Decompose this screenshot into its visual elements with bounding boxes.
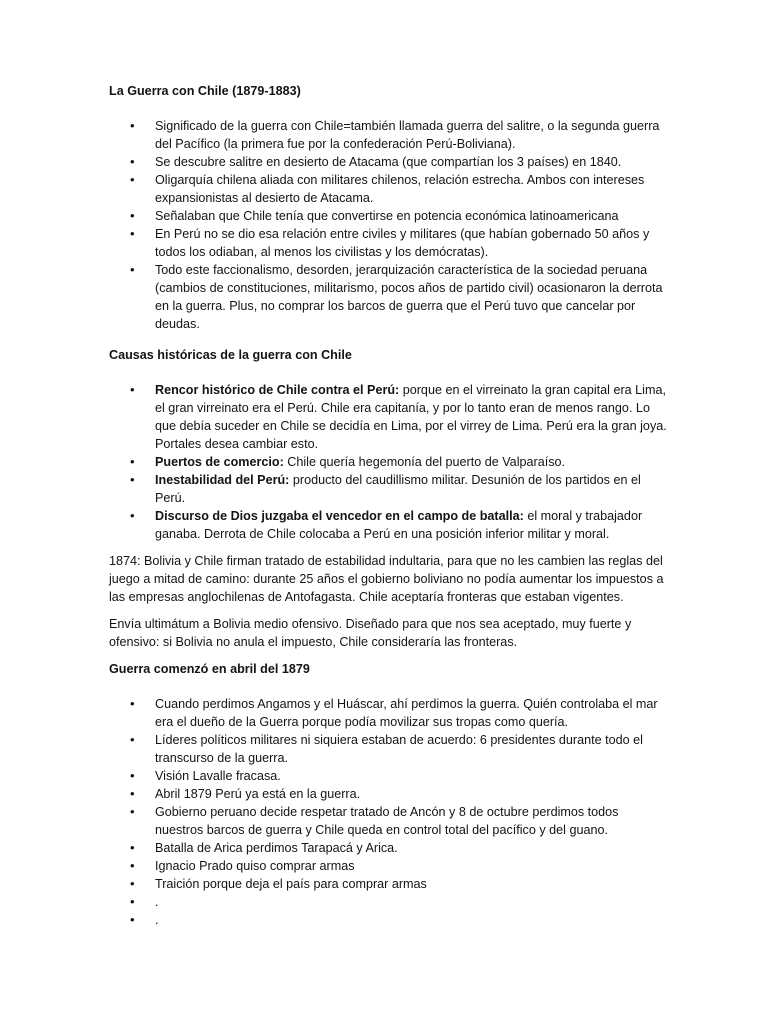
list-item: • Batalla de Arica perdimos Tarapacá y Arica. [109, 839, 668, 857]
section-heading-comienzo: Guerra comenzó en abril del 1879 [109, 662, 310, 676]
list-item [109, 453, 668, 471]
section-heading-causas: Causas históricas de la guerra con Chile [109, 348, 352, 362]
list-item [109, 471, 668, 507]
list-item [109, 381, 668, 453]
cause-text: porque en el virreinato la gran capital era Lima, el gran virreinato era el Perú. Chile era capitanía, y por lo tanto eran de menos rango. Lo que debía suceder en Chile se decidía en Lima, por el virrey de Lima. Perú era la gran joya. Portales desea cambiar esto. [155, 383, 667, 451]
cause-lead: Puertos de comercio: [155, 455, 284, 469]
bullet-list-guerra [109, 117, 668, 333]
list-item: • Todo este faccionalismo, desorden, jerarquización característica de la sociedad peruana (cambios de constituciones, militarismo, pocos años de partido civil) ocasionaron la derrota en la guerra. Plus, no comprar los barcos de guerra que el Perú tuvo que cancelar por deudas. [109, 261, 668, 333]
list-item: • Líderes políticos militares ni siquiera estaban de acuerdo: 6 presidentes durante todo el transcurso de la guerra. [109, 731, 668, 767]
list-item: • Gobierno peruano decide respetar tratado de Ancón y 8 de octubre perdimos todos nuestros barcos de guerra y Chile queda en control total del pacífico y del guano. [109, 803, 668, 839]
paragraph-1874: 1874: Bolivia y Chile firman tratado de estabilidad indultaria, para que no les cambien las reglas del juego a mitad de camino: durante 25 años el gobierno boliviano no podía aumentar los impuestos a las empresas anglochilenas de Antofagasta. Chile aceptaría fronteras que estaban vigentes. [109, 554, 664, 604]
bullet-list-causas [109, 381, 668, 543]
list-item: • Cuando perdimos Angamos y el Huáscar, ahí perdimos la guerra. Quién controlaba el mar era el dueño de la Guerra porque podía movilizar sus tropas como quería. [109, 695, 668, 731]
list-item: • Abril 1879 Perú ya está en la guerra. [109, 785, 668, 803]
cause-text: producto del caudillismo militar. Desunión de los partidos en el Perú. [155, 473, 641, 505]
list-item: • Traición porque deja el país para comprar armas [109, 875, 668, 893]
cause-lead: Inestabilidad del Perú: [155, 473, 290, 487]
paragraph-ultimatum: Envía ultimátum a Bolivia medio ofensivo. Diseñado para que nos sea aceptado, muy fuerte y ofensivo: si Bolivia no anula el impuesto, Chile consideraría las fronteras. [109, 617, 632, 649]
list-item: • Visión Lavalle fracasa. [109, 767, 668, 785]
list-item: • Señalaban que Chile tenía que convertirse en potencia económica latinoamericana [109, 207, 668, 225]
cause-text: Chile quería hegemonía del puerto de Valparaíso. [283, 455, 565, 469]
list-item: • Significado de la guerra con Chile=también llamada guerra del salitre, o la segunda guerra del Pacífico (la primera fue por la confederación Perú-Boliviana). [109, 117, 668, 153]
section-heading-guerra: La Guerra con Chile (1879-1883) [109, 84, 301, 98]
list-item: • En Perú no se dio esa relación entre civiles y militares (que habían gobernado 50 años y todos los odiaban, al menos los civilistas y los demócratas). [109, 225, 668, 261]
list-item: • Oligarquía chilena aliada con militares chilenos, relación estrecha. Ambos con intereses expansionistas al desierto de Atacama. [109, 171, 668, 207]
list-item: • Se descubre salitre en desierto de Atacama (que compartían los 3 países) en 1840. [109, 153, 668, 171]
cause-lead: Rencor histórico de Chile contra el Perú: [155, 383, 400, 397]
cause-lead: Discurso de Dios juzgaba el vencedor en el campo de batalla: [155, 509, 524, 523]
cause-text: el moral y trabajador ganaba. Derrota de Chile colocaba a Perú en una posición inferior militar y moral. [155, 509, 643, 541]
list-item: • . [109, 893, 668, 911]
list-item: • . [109, 911, 668, 929]
bullet-list-comienzo [109, 695, 668, 929]
list-item [109, 507, 668, 543]
list-item: • Ignacio Prado quiso comprar armas [109, 857, 668, 875]
